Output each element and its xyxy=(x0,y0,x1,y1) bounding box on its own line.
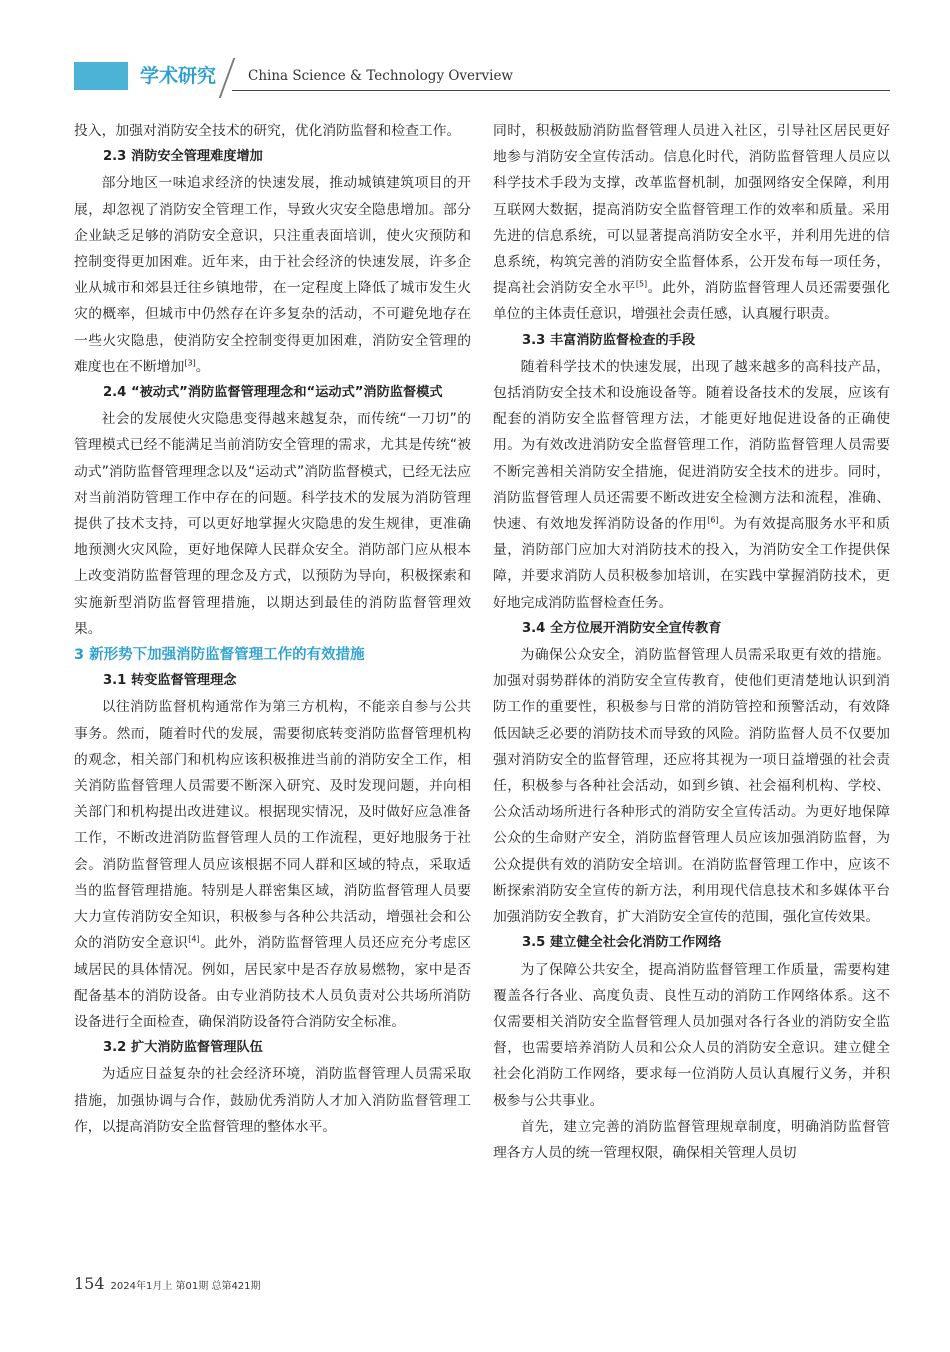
paragraph-text: 。为有效提高服务水平和质量，消防部门应加大对消防技术的投入，为消防安全工作提供保障，并要求消防人员积极参加培训，在实践中掌握消防技术，更好地完成消防监督检查任务。 xyxy=(493,516,890,611)
paragraph: 为适应日益复杂的社会经济环境，消防监督管理人员需采取措施，加强协调与合作，鼓励优秀消防人才加入消防监督管理工作，以提高消防安全监督管理的整体水平。 xyxy=(74,1066,471,1135)
paragraph-text: 。此外，消防监督管理人员还需要强化单位的主体责任意识，增强社会责任感，认真履行职责。 xyxy=(493,280,890,323)
citation: [4] xyxy=(188,934,200,944)
paragraph xyxy=(74,170,471,380)
paragraph xyxy=(74,694,471,1035)
heading-3-4: 3.4 全方位展开消防安全宣传教育 xyxy=(522,620,722,636)
paragraph-text: 同时，积极鼓励消防监督管理人员进入社区，引导社区居民更好地参与消防安全宣传活动。信息化时代，消防监督管理人员应以科学技术手段为支撑，改革监督机制，加强网络安全保障，利用互联网大数据，提高消防安全监督管理工作的效率和质量。采用先进的信息系统，可以显著提高消防安全水平，并利用先进的信息系统，构筑完善的消防安全监督体系，公开发布每一项任务，提高社会消防安全水平 xyxy=(493,123,890,297)
paragraph: 社会的发展使火灾隐患变得越来越复杂，而传统“一刀切”的管理模式已经不能满足当前消防安全管理的需求，尤其是传统“被动式”消防监督管理理念以及“运动式”消防监督模式，已经无法应对当前消防管理工作中存在的问题。科学技术的发展为消防管理提供了技术支持，可以更好地掌握火灾隐患的发生规律，更准确地预测火灾风险，更好地保障人民群众安全。消防部门应从根本上改变消防监督管理的理念及方式，以预防为导向，积极探索和实施新型消防监督管理措施，以期达到最佳的消防监督管理效果。 xyxy=(74,411,471,637)
citation: [6] xyxy=(707,515,719,525)
header-rule xyxy=(232,90,890,91)
heading-3-2: 3.2 扩大消防监督管理队伍 xyxy=(103,1040,263,1056)
header-divider-slash xyxy=(219,58,236,98)
section-title: 学术研究 xyxy=(140,65,217,87)
left-column xyxy=(74,118,471,1268)
heading-3-1: 3.1 转变监督管理理念 xyxy=(103,673,237,689)
page-header xyxy=(0,0,950,100)
paragraph-text: 部分地区一味追求经济的快速发展，推动城镇建筑项目的开展，却忽视了消防安全管理工作，导致火灾安全隐患增加。部分企业缺乏足够的消防安全意识，只注重表面培训，使火灾预防和控制变得更加困难。近年来，由于社会经济的快速发展，许多企业从城市和郊县迁往乡镇地带，在一定程度上降低了城市发生火灾的概率，但城市中仍然存在许多复杂的活动，不可避免地存在一些火灾隐患，使消防安全控制变得更加困难，消防安全管理的难度也在不断增加 xyxy=(74,175,471,375)
heading-2-4: 2.4 “被动式”消防监督管理理念和“运动式”消防监督模式 xyxy=(103,385,443,401)
paragraph: 投入，加强对消防安全技术的研究，优化消防监督和检查工作。 xyxy=(74,123,461,139)
paragraph: 为了保障公共安全，提高消防监督管理工作质量，需要构建覆盖各行各业、高度负责、良性互动的消防工作网络体系。这不仅需要相关消防安全监督管理人员加强对各行各业的消防安全监督，也需要培养消防人员和公众人员的消防安全意识。建立健全社会化消防工作网络，要求每一位消防人员认真履行义务，并积极参与公共事业。 xyxy=(493,961,890,1109)
paragraph xyxy=(493,354,890,616)
paragraph-text: 。 xyxy=(195,358,210,375)
heading-2-3: 2.3 消防安全管理难度增加 xyxy=(103,149,263,165)
heading-3-5: 3.5 建立健全社会化消防工作网络 xyxy=(522,935,722,951)
paragraph-text: 以往消防监督机构通常作为第三方机构，不能亲自参与公共事务。然而，随着时代的发展，需要彻底转变消防监督管理机构的观念，相关部门和机构应该积极推进当前的消防安全工作，相关消防监督管理人员需要不断深入研究、及时发现问题，并向相关部门和机构提出改进建议。根据现实情况，及时做好应急准备工作，不断改进消防监督管理人员的工作流程，更好地服务于社会。消防监督管理人员应该根据不同人群和区域的特点，采取适当的监督管理措施。特别是人群密集区域，消防监督管理人员要大力宣传消防安全知识，积极参与各种公共活动，增强社会和公众的消防安全意识 xyxy=(74,699,471,952)
citation: [5] xyxy=(635,279,648,289)
heading-3-3: 3.3 丰富消防监督检查的手段 xyxy=(522,332,696,348)
issue-info: 2024年1月上 第01期 总第421期 xyxy=(110,1281,261,1292)
page-footer xyxy=(74,1274,261,1298)
paragraph: 首先，建立完善的消防监督管理规章制度，明确消防监督管理各方人员的统一管理权限，确保相关管理人员切 xyxy=(493,1118,890,1161)
citation: [3] xyxy=(184,358,196,368)
paragraph-text: 。此外，消防监督管理人员还应充分考虑区域居民的具体情况。例如，居民家中是否存放易燃物，家中是否配备基本的消防设备。由专业消防技术人员负责对公共场所消防设备进行全面检查，确保消防设备符合消防安全标准。 xyxy=(74,935,471,1030)
paragraph: 为确保公众安全，消防监督管理人员需采取更有效的措施。加强对弱势群体的消防安全宣传教育，使他们更清楚地认识到消防工作的重要性，积极参与日常的消防管控和预警活动，有效降低因缺乏必要的消防技术而导致的风险。消防监督人员不仅要加强对消防安全的监督管理，还应将其视为一项日益增强的社会责任，积极参与各种社会活动，如到乡镇、社会福利机构、学校、公众活动场所进行各种形式的消防安全宣传活动。为更好地保障公众的生命财产安全，消防监督管理人员应该加强消防监督，为公众提供有效的消防安全培训。在消防监督管理工作中，应该不断探索消防安全宣传的新方法，利用现代信息技术和多媒体平台加强消防安全教育，扩大消防安全宣传的范围，强化宣传效果。 xyxy=(493,647,890,926)
header-color-block xyxy=(74,62,128,90)
heading-3: 3 新形势下加强消防监督管理工作的有效措施 xyxy=(74,647,365,664)
right-column xyxy=(493,118,890,1268)
paragraph-text: 随着科学技术的快速发展，出现了越来越多的高科技产品，包括消防安全技术和设施设备等。随着设备技术的发展，应该有配套的消防安全监督管理方法，才能更好地促进设备的正确使用。为有效改进消防安全监督管理工作，消防监督管理人员需要不断完善相关消防安全措施，促进消防安全技术的进步。同时，消防监督管理人员还需要不断改进安全检测方法和流程，准确、快速、有效地发挥消防设备的作用 xyxy=(493,358,890,533)
paragraph xyxy=(493,118,890,328)
journal-name: China Science & Technology Overview xyxy=(248,68,513,84)
page-number: 154 xyxy=(74,1274,105,1293)
